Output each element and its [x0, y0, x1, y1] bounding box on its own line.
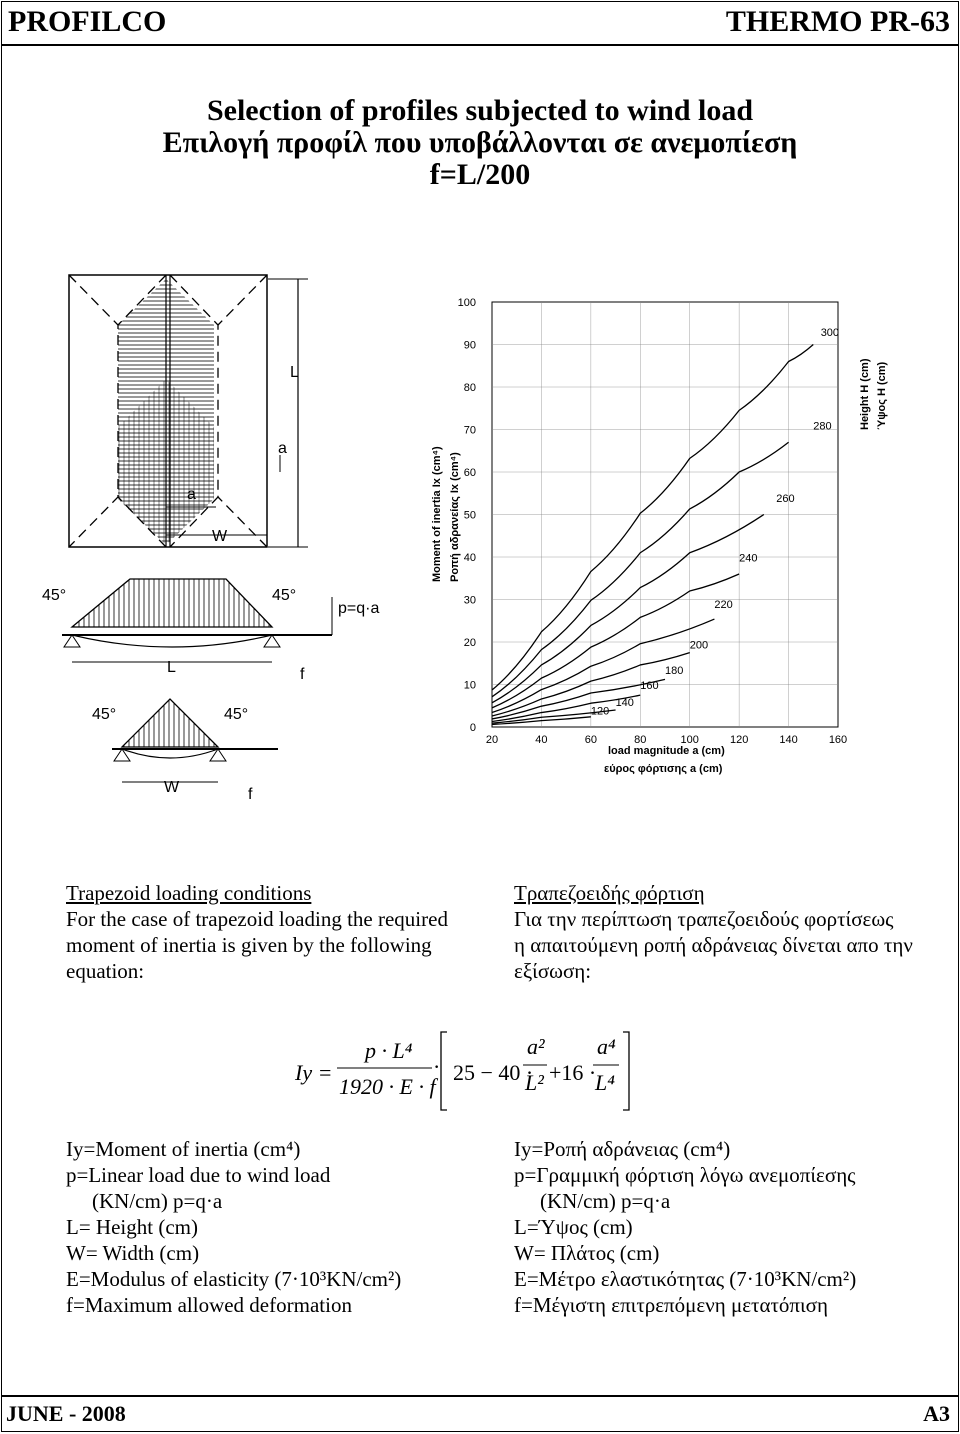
load-pqa-label: p=q·a [338, 600, 380, 617]
chart-series [492, 345, 813, 725]
y-tick-label: 80 [463, 382, 476, 394]
eq-lhs: Iy = [295, 1060, 333, 1085]
title-english: Selection of profiles subjected to wind load [206, 94, 754, 127]
greek-line: εξίσωση: [514, 959, 592, 983]
y-tick-label: 0 [469, 722, 476, 734]
definition-line: (KN/cm) p=q·a [540, 1189, 671, 1213]
greek-definitions [514, 1136, 954, 1318]
definition-line: p=Γραμμική φόρτιση λόγω ανεμοπίεσης [514, 1163, 856, 1187]
chart-series-labels [591, 327, 839, 717]
page-number: A3 [923, 1401, 950, 1426]
series-label-180: 180 [665, 664, 684, 677]
x-tick-label: 120 [729, 734, 749, 746]
eq-dot: · [433, 1054, 441, 1079]
english-line: For the case of trapezoid loading the required [66, 907, 448, 931]
eq-numerator: p · L⁴ [365, 1038, 413, 1063]
series-label-280: 280 [813, 420, 832, 433]
english-heading: Trapezoid loading conditions [66, 881, 312, 905]
brand-name: PROFILCO [8, 5, 167, 38]
triangle-load-diagram [112, 699, 278, 761]
angle-45-a: 45° [42, 587, 67, 604]
eq-t2-num: a² [527, 1034, 545, 1059]
title-formula: f=L/200 [429, 158, 531, 191]
legend-title-gr: Ύψος H (cm) [876, 361, 888, 430]
definition-line: W= Πλάτος (cm) [514, 1241, 660, 1265]
series-label-160: 160 [640, 679, 659, 692]
definition-line: L= Height (cm) [66, 1215, 198, 1239]
x-tick-label: 60 [584, 734, 597, 746]
definition-line: L=Ύψος (cm) [514, 1215, 633, 1239]
dim-L-label: L [290, 364, 299, 381]
eq-term1: 25 − 40 · [453, 1060, 534, 1085]
inertia-equation [287, 1020, 647, 1120]
y-tick-label: 30 [463, 594, 476, 607]
eq-t3-num: a⁴ [597, 1034, 616, 1059]
eq-plus: +16 · [549, 1060, 597, 1085]
y-tick-label: 50 [463, 509, 476, 522]
definition-line: W= Width (cm) [66, 1241, 200, 1265]
x-axis-label-gr: εύρος φόρτισης a (cm) [604, 763, 723, 775]
series-label-260: 260 [776, 492, 795, 505]
series-label-240: 240 [739, 552, 758, 565]
definition-line: (KN/cm) p=q·a [92, 1189, 223, 1213]
x-axis-label-en: load magnitude a (cm) [608, 745, 725, 757]
definition-line: p=Linear load due to wind load [66, 1163, 331, 1187]
dim-a-label: a [278, 440, 287, 457]
series-label-300: 300 [820, 327, 840, 339]
inertia-chart [420, 292, 890, 782]
definition-line: E=Modulus of elasticity (7·10³KN/cm²) [66, 1267, 402, 1291]
greek-line: η απαιτούμενη ροπή αδράνειας δίνεται απο την [514, 933, 913, 957]
y-tick-label: 70 [463, 424, 476, 437]
english-description [66, 880, 496, 984]
x-tick-label: 20 [485, 734, 499, 746]
load-diagram [2, 267, 422, 807]
angle-45-c: 45° [92, 706, 117, 723]
definition-line: f=Maximum allowed deformation [66, 1293, 352, 1317]
width-W-label: W [164, 779, 180, 796]
x-tick-label: 40 [535, 734, 548, 746]
window-frame [69, 275, 267, 547]
greek-heading: Τραπεζοειδής φόρτιση [514, 881, 705, 905]
x-tick-label: 100 [680, 734, 699, 746]
definition-line: Iy=Moment of inertia (cm⁴) [66, 1137, 301, 1161]
eq-t3-den: L⁴ [595, 1070, 615, 1095]
y-axis-label-gr: Ροπή αδρανείας Ix (cm⁴) [449, 452, 461, 582]
y-tick-label: 60 [463, 467, 476, 479]
greek-line: Για την περίπτωση τραπεζοειδούς φορτίσεως [514, 907, 894, 931]
page-footer [2, 1395, 958, 1431]
y-tick-label: 40 [463, 552, 476, 564]
x-tick-label: 140 [779, 734, 798, 746]
series-label-140: 140 [615, 696, 634, 709]
page-header [2, 2, 958, 46]
y-axis-label-en: Moment of inertia Ix (cm⁴) [431, 446, 443, 582]
y-tick-label: 20 [463, 637, 476, 649]
y-tick-label: 10 [463, 679, 476, 692]
y-tick-label: 90 [463, 339, 476, 352]
definition-line: f=Μέγιστη επιτρεπόμενη μετατόπιση [514, 1293, 828, 1317]
eq-denominator: 1920 · E · f [339, 1074, 436, 1099]
dim-a-inner-label: a [187, 486, 196, 503]
eq-t2-den: L² [525, 1070, 544, 1095]
deflection-f-label: f [300, 666, 305, 683]
english-line: moment of inertia is given by the following [66, 933, 432, 957]
deflection-f2-label: f [248, 786, 253, 803]
definition-line: Iy=Ροπή αδράνειας (cm⁴) [514, 1137, 731, 1161]
y-tick-label: 100 [457, 297, 476, 309]
english-definitions [66, 1136, 506, 1318]
angle-45-b: 45° [272, 587, 297, 604]
angle-45-d: 45° [224, 706, 249, 723]
dim-W-label: W [212, 528, 228, 545]
legend-title-en: Height H (cm) [859, 358, 871, 430]
greek-description [514, 880, 954, 984]
series-label-120: 120 [590, 705, 610, 718]
page [1, 1, 959, 1432]
title-greek: Επιλογή προφίλ που υποβάλλονται σε ανεμοπίεση [162, 126, 798, 159]
x-tick-label: 160 [828, 734, 848, 746]
publication-date: JUNE - 2008 [6, 1401, 126, 1426]
definition-line: E=Μέτρο ελαστικότητας (7·10³KN/cm²) [514, 1267, 857, 1291]
series-label-220: 220 [714, 599, 733, 611]
series-label-200: 200 [689, 639, 709, 652]
series-line-300 [492, 345, 813, 691]
product-name: THERMO PR-63 [725, 5, 950, 38]
x-tick-label: 80 [634, 734, 647, 746]
span-L-label: L [167, 659, 176, 676]
english-line: equation: [66, 959, 145, 983]
